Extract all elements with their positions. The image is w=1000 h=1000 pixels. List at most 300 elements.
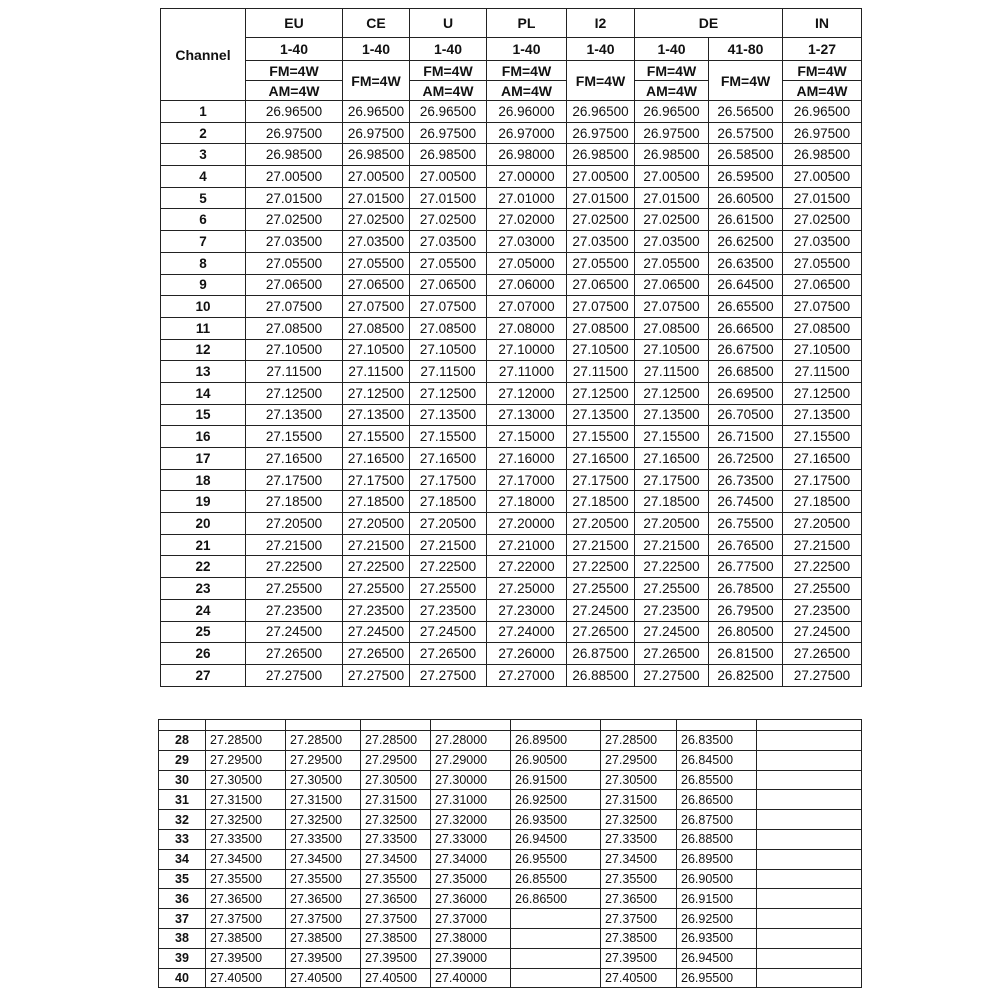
frequency-cell-i2: 27.26500 [567, 621, 635, 643]
frequency-cell-de-1: 27.11500 [635, 361, 709, 383]
frequency-cell-eu: 27.07500 [246, 296, 343, 318]
frequency-cell-i2: 26.98500 [567, 144, 635, 166]
channel-number: 12 [161, 339, 246, 361]
channel-number: 32 [159, 810, 206, 830]
frequency-cell-pl: 27.12000 [487, 382, 567, 404]
frequency-cell-i2: 27.20500 [567, 513, 635, 535]
power-fm-de-2: FM=4W [709, 61, 783, 101]
frequency-cell-de-2: 26.71500 [709, 426, 783, 448]
frequency-cell-de-1: 27.21500 [635, 534, 709, 556]
frequency-cell-u: 27.24500 [410, 621, 487, 643]
empty-cell-in [757, 928, 862, 948]
frequency-cell-pl: 27.24000 [487, 621, 567, 643]
frequency-cell-ce: 27.25500 [343, 578, 410, 600]
frequency-cell-de-2: 26.80500 [709, 621, 783, 643]
frequency-cell-pl: 27.15000 [487, 426, 567, 448]
frequency-cell-ce: 27.01500 [343, 187, 410, 209]
frequency-cell-i2: 27.07500 [567, 296, 635, 318]
channel-header: Channel [161, 9, 246, 101]
channel-number: 21 [161, 534, 246, 556]
frequency-cell-eu: 27.15500 [246, 426, 343, 448]
frequency-cell-in: 27.03500 [783, 231, 862, 253]
frequency-cell-pl: 27.23000 [487, 599, 567, 621]
frequency-cell-ce: 27.29500 [286, 750, 361, 770]
frequency-cell-pl: 27.34000 [431, 849, 511, 869]
power-am-de-1: AM=4W [635, 81, 709, 101]
channel-number: 36 [159, 889, 206, 909]
frequency-cell-u: 27.13500 [410, 404, 487, 426]
frequency-cell-de-2: 26.58500 [709, 144, 783, 166]
frequency-cell-eu: 27.29500 [206, 750, 286, 770]
channel-number: 16 [161, 426, 246, 448]
frequency-cell-u: 27.33500 [361, 829, 431, 849]
frequency-cell-ce: 27.34500 [286, 849, 361, 869]
empty-cell-in [757, 968, 862, 988]
frequency-cell-in: 27.00500 [783, 166, 862, 188]
channel-number: 19 [161, 491, 246, 513]
empty-cell-in [757, 829, 862, 849]
frequency-cell-ce: 27.12500 [343, 382, 410, 404]
frequency-cell-ce: 27.27500 [343, 664, 410, 686]
table-row [159, 750, 862, 770]
channel-number: 27 [161, 664, 246, 686]
frequency-cell-pl: 26.97000 [487, 122, 567, 144]
frequency-cell-in: 27.16500 [783, 448, 862, 470]
frequency-cell-ce: 27.16500 [343, 448, 410, 470]
frequency-cell-de-2: 26.76500 [709, 534, 783, 556]
frequency-cell-i2: 26.94500 [511, 829, 601, 849]
frequency-cell-u: 27.17500 [410, 469, 487, 491]
frequency-cell-in: 27.13500 [783, 404, 862, 426]
channel-number: 39 [159, 948, 206, 968]
frequency-cell-u: 27.22500 [410, 556, 487, 578]
frequency-cell-eu: 27.24500 [246, 621, 343, 643]
frequency-cell-i2: 27.06500 [567, 274, 635, 296]
frequency-cell-de-1: 27.28500 [601, 731, 677, 751]
channel-number: 6 [161, 209, 246, 231]
frequency-cell-eu: 26.98500 [246, 144, 343, 166]
frequency-cell-pl: 27.31000 [431, 790, 511, 810]
channel-number: 2 [161, 122, 246, 144]
frequency-cell-ce: 27.13500 [343, 404, 410, 426]
frequency-cell-de-1: 27.13500 [635, 404, 709, 426]
frequency-cell-pl: 27.01000 [487, 187, 567, 209]
table-row [161, 339, 862, 361]
frequency-cell-in: 27.17500 [783, 469, 862, 491]
frequency-cell-eu: 27.11500 [246, 361, 343, 383]
frequency-cell-u: 27.20500 [410, 513, 487, 535]
frequency-cell-i2: 27.12500 [567, 382, 635, 404]
table-row [159, 731, 862, 751]
frequency-cell-eu: 27.30500 [206, 770, 286, 790]
range-i2: 1-40 [567, 38, 635, 61]
power-fm-pl: FM=4W [487, 61, 567, 81]
frequency-cell-eu: 27.22500 [246, 556, 343, 578]
range-in: 1-27 [783, 38, 862, 61]
frequency-cell-de-1: 27.01500 [635, 187, 709, 209]
channel-number: 8 [161, 252, 246, 274]
table-row [159, 869, 862, 889]
country-header-u: U [410, 9, 487, 38]
frequency-cell-u: 27.02500 [410, 209, 487, 231]
frequency-cell-in: 27.12500 [783, 382, 862, 404]
frequency-cell-u: 27.34500 [361, 849, 431, 869]
frequency-cell-eu: 27.36500 [206, 889, 286, 909]
frequency-cell-de-2: 26.65500 [709, 296, 783, 318]
frequency-cell-in: 26.96500 [783, 101, 862, 123]
frequency-cell-ce: 27.20500 [343, 513, 410, 535]
frequency-cell-pl: 27.20000 [487, 513, 567, 535]
frequency-cell-de-1: 27.17500 [635, 469, 709, 491]
frequency-cell-ce: 27.37500 [286, 909, 361, 929]
channel-number: 28 [159, 731, 206, 751]
frequency-cell-ce: 27.30500 [286, 770, 361, 790]
frequency-cell-de-2: 26.69500 [709, 382, 783, 404]
frequency-cell-u: 27.08500 [410, 317, 487, 339]
frequency-cell-u: 27.07500 [410, 296, 487, 318]
power-am-eu: AM=4W [246, 81, 343, 101]
frequency-cell-de-2: 26.95500 [677, 968, 757, 988]
channel-number: 25 [161, 621, 246, 643]
frequency-cell-ce: 27.40500 [286, 968, 361, 988]
frequency-cell-eu: 27.40500 [206, 968, 286, 988]
frequency-cell-in: 27.25500 [783, 578, 862, 600]
empty-cell-in [757, 810, 862, 830]
frequency-cell-pl: 27.16000 [487, 448, 567, 470]
frequency-cell-u: 27.18500 [410, 491, 487, 513]
frequency-cell-de-1: 27.38500 [601, 928, 677, 948]
country-header-de: DE [635, 9, 783, 38]
frequency-cell-eu: 27.32500 [206, 810, 286, 830]
empty-cell-in [757, 750, 862, 770]
frequency-cell-u: 27.28500 [361, 731, 431, 751]
frequency-cell-ce: 26.97500 [343, 122, 410, 144]
frequency-cell-i2: 26.89500 [511, 731, 601, 751]
frequency-cell-eu: 27.38500 [206, 928, 286, 948]
table-row [159, 770, 862, 790]
frequency-cell-eu: 27.18500 [246, 491, 343, 513]
range-pl: 1-40 [487, 38, 567, 61]
frequency-cell-in: 27.18500 [783, 491, 862, 513]
country-header-i2: I2 [567, 9, 635, 38]
channel-number: 26 [161, 643, 246, 665]
frequency-cell-u: 27.37500 [361, 909, 431, 929]
frequency-cell-de-2: 26.67500 [709, 339, 783, 361]
frequency-cell-de-2: 26.66500 [709, 317, 783, 339]
frequency-cell-ce: 27.08500 [343, 317, 410, 339]
frequency-cell-eu: 26.97500 [246, 122, 343, 144]
frequency-cell-de-2: 26.70500 [709, 404, 783, 426]
frequency-cell-u: 27.03500 [410, 231, 487, 253]
frequency-cell-in: 26.97500 [783, 122, 862, 144]
frequency-cell-de-1: 27.34500 [601, 849, 677, 869]
power-am-u: AM=4W [410, 81, 487, 101]
frequency-cell-de-1: 26.96500 [635, 101, 709, 123]
channel-number: 30 [159, 770, 206, 790]
frequency-cell-de-1: 27.25500 [635, 578, 709, 600]
frequency-cell-u: 27.38500 [361, 928, 431, 948]
frequency-cell-eu: 27.16500 [246, 448, 343, 470]
frequency-cell-u: 27.25500 [410, 578, 487, 600]
table-row [161, 296, 862, 318]
frequency-cell-de-1: 27.23500 [635, 599, 709, 621]
frequency-cell-ce: 27.11500 [343, 361, 410, 383]
table-row [161, 122, 862, 144]
frequency-cell-de-1: 27.05500 [635, 252, 709, 274]
frequency-cell-i2: 27.01500 [567, 187, 635, 209]
frequency-cell-pl: 27.30000 [431, 770, 511, 790]
frequency-cell-de-2: 26.73500 [709, 469, 783, 491]
country-header-pl: PL [487, 9, 567, 38]
empty-cell-in [757, 770, 862, 790]
table-row [161, 599, 862, 621]
frequency-cell-de-1: 27.12500 [635, 382, 709, 404]
frequency-cell-u: 27.36500 [361, 889, 431, 909]
frequency-cell-de-2: 26.91500 [677, 889, 757, 909]
frequency-cell-eu: 27.12500 [246, 382, 343, 404]
channel-number: 33 [159, 829, 206, 849]
frequency-cell-de-2: 26.90500 [677, 869, 757, 889]
frequency-cell-ce: 27.15500 [343, 426, 410, 448]
frequency-cell-pl: 27.11000 [487, 361, 567, 383]
frequency-cell-in: 27.15500 [783, 426, 862, 448]
channel-number: 23 [161, 578, 246, 600]
frequency-cell-in: 27.01500 [783, 187, 862, 209]
frequency-cell-u: 27.30500 [361, 770, 431, 790]
frequency-cell-i2: 26.95500 [511, 849, 601, 869]
frequency-cell-i2: 27.24500 [567, 599, 635, 621]
frequency-cell-de-2: 26.92500 [677, 909, 757, 929]
country-header-in: IN [783, 9, 862, 38]
frequency-cell-eu: 27.01500 [246, 187, 343, 209]
frequency-cell-de-1: 27.22500 [635, 556, 709, 578]
table-row [161, 578, 862, 600]
empty-cell-in [757, 731, 862, 751]
frequency-cell-de-1: 27.10500 [635, 339, 709, 361]
frequency-cell-eu: 27.23500 [246, 599, 343, 621]
frequency-cell-de-1: 27.27500 [635, 664, 709, 686]
frequency-cell-de-2: 26.72500 [709, 448, 783, 470]
channel-number: 1 [161, 101, 246, 123]
frequency-cell-pl: 27.33000 [431, 829, 511, 849]
frequency-cell-pl: 27.18000 [487, 491, 567, 513]
frequency-cell-eu: 27.33500 [206, 829, 286, 849]
frequency-cell-ce: 27.35500 [286, 869, 361, 889]
frequency-cell-de-2: 26.78500 [709, 578, 783, 600]
frequency-cell-ce: 27.28500 [286, 731, 361, 751]
table-row [159, 810, 862, 830]
frequency-cell-de-1: 27.39500 [601, 948, 677, 968]
frequency-cell-eu: 27.39500 [206, 948, 286, 968]
table-row [161, 448, 862, 470]
table-row [161, 404, 862, 426]
frequency-cell-eu: 27.00500 [246, 166, 343, 188]
channel-number: 5 [161, 187, 246, 209]
table-row [161, 166, 862, 188]
frequency-cell-u: 26.97500 [410, 122, 487, 144]
channel-number: 20 [161, 513, 246, 535]
frequency-cell-pl: 27.36000 [431, 889, 511, 909]
frequency-cell-de-1: 27.30500 [601, 770, 677, 790]
frequency-cell-i2 [511, 968, 601, 988]
frequency-cell-i2: 27.22500 [567, 556, 635, 578]
frequency-cell-ce: 27.33500 [286, 829, 361, 849]
frequency-cell-in: 27.22500 [783, 556, 862, 578]
table-row [159, 928, 862, 948]
table-row [161, 101, 862, 123]
frequency-cell-eu: 27.25500 [246, 578, 343, 600]
frequency-cell-in: 27.26500 [783, 643, 862, 665]
table-row [161, 556, 862, 578]
power-fm-eu: FM=4W [246, 61, 343, 81]
frequency-cell-de-2: 26.74500 [709, 491, 783, 513]
frequency-cell-pl: 27.27000 [487, 664, 567, 686]
frequency-cell-pl: 27.06000 [487, 274, 567, 296]
frequency-cell-de-2: 26.68500 [709, 361, 783, 383]
frequency-cell-ce: 27.39500 [286, 948, 361, 968]
frequency-cell-pl: 27.29000 [431, 750, 511, 770]
channel-number: 4 [161, 166, 246, 188]
frequency-cell-de-2: 26.75500 [709, 513, 783, 535]
channel-number: 17 [161, 448, 246, 470]
frequency-cell-de-2: 26.61500 [709, 209, 783, 231]
frequency-cell-eu: 26.96500 [246, 101, 343, 123]
frequency-cell-de-2: 26.82500 [709, 664, 783, 686]
table-row [161, 187, 862, 209]
frequency-cell-u: 27.16500 [410, 448, 487, 470]
country-header-eu: EU [246, 9, 343, 38]
frequency-cell-ce: 27.17500 [343, 469, 410, 491]
frequency-cell-pl: 27.08000 [487, 317, 567, 339]
frequency-cell-in: 27.07500 [783, 296, 862, 318]
range-eu: 1-40 [246, 38, 343, 61]
frequency-cell-eu: 27.08500 [246, 317, 343, 339]
frequency-cell-i2: 26.90500 [511, 750, 601, 770]
frequency-cell-de-1: 26.97500 [635, 122, 709, 144]
frequency-cell-u: 27.32500 [361, 810, 431, 830]
frequency-cell-u: 27.00500 [410, 166, 487, 188]
frequency-cell-eu: 27.17500 [246, 469, 343, 491]
frequency-cell-eu: 27.20500 [246, 513, 343, 535]
frequency-cell-u: 27.35500 [361, 869, 431, 889]
frequency-cell-u: 27.15500 [410, 426, 487, 448]
frequency-cell-i2 [511, 928, 601, 948]
frequency-cell-i2: 27.13500 [567, 404, 635, 426]
frequency-cell-in: 27.21500 [783, 534, 862, 556]
table-row [161, 643, 862, 665]
frequency-cell-de-2: 26.89500 [677, 849, 757, 869]
frequency-cell-de-2: 26.59500 [709, 166, 783, 188]
frequency-cell-i2: 27.03500 [567, 231, 635, 253]
frequency-cell-de-2: 26.57500 [709, 122, 783, 144]
frequency-cell-de-2: 26.83500 [677, 731, 757, 751]
frequency-cell-pl: 26.98000 [487, 144, 567, 166]
frequency-cell-i2: 27.18500 [567, 491, 635, 513]
channel-number: 7 [161, 231, 246, 253]
frequency-cell-de-2: 26.87500 [677, 810, 757, 830]
frequency-cell-eu: 27.35500 [206, 869, 286, 889]
frequency-cell-u: 27.27500 [410, 664, 487, 686]
frequency-cell-u: 27.10500 [410, 339, 487, 361]
frequency-cell-de-1: 27.20500 [635, 513, 709, 535]
frequency-cell-ce: 27.03500 [343, 231, 410, 253]
frequency-cell-i2: 27.16500 [567, 448, 635, 470]
frequency-cell-eu: 27.10500 [246, 339, 343, 361]
frequency-cell-pl: 27.39000 [431, 948, 511, 968]
frequency-cell-ce: 27.31500 [286, 790, 361, 810]
table-row [161, 426, 862, 448]
frequency-cell-i2: 27.21500 [567, 534, 635, 556]
frequency-cell-pl: 27.02000 [487, 209, 567, 231]
frequency-cell-de-2: 26.60500 [709, 187, 783, 209]
frequency-cell-u: 27.01500 [410, 187, 487, 209]
frequency-cell-de-1: 27.36500 [601, 889, 677, 909]
table-row [159, 968, 862, 988]
frequency-cell-eu: 27.26500 [246, 643, 343, 665]
empty-cell-in [757, 948, 862, 968]
frequency-cell-ce: 27.18500 [343, 491, 410, 513]
frequency-cell-u: 27.39500 [361, 948, 431, 968]
frequency-cell-de-1: 27.24500 [635, 621, 709, 643]
power-fm-ce: FM=4W [343, 61, 410, 101]
range-de-2: 41-80 [709, 38, 783, 61]
frequency-cell-ce: 27.02500 [343, 209, 410, 231]
frequency-cell-de-1: 27.33500 [601, 829, 677, 849]
frequency-cell-u: 27.31500 [361, 790, 431, 810]
channel-number: 29 [159, 750, 206, 770]
frequency-cell-ce: 26.98500 [343, 144, 410, 166]
frequency-cell-ce: 27.06500 [343, 274, 410, 296]
frequency-cell-i2 [511, 948, 601, 968]
frequency-cell-pl: 27.22000 [487, 556, 567, 578]
frequency-cell-eu: 27.28500 [206, 731, 286, 751]
frequency-cell-i2: 26.88500 [567, 664, 635, 686]
frequency-cell-pl: 27.28000 [431, 731, 511, 751]
frequency-cell-de-2: 26.84500 [677, 750, 757, 770]
frequency-cell-u: 27.05500 [410, 252, 487, 274]
power-am-in: AM=4W [783, 81, 862, 101]
frequency-cell-de-1: 27.07500 [635, 296, 709, 318]
frequency-cell-eu: 27.03500 [246, 231, 343, 253]
frequency-cell-de-1: 27.35500 [601, 869, 677, 889]
frequency-cell-pl: 27.37000 [431, 909, 511, 929]
range-ce: 1-40 [343, 38, 410, 61]
table-row [161, 209, 862, 231]
table-row [161, 513, 862, 535]
frequency-cell-pl: 27.00000 [487, 166, 567, 188]
table-row [159, 948, 862, 968]
channel-number: 34 [159, 849, 206, 869]
frequency-cell-i2: 26.96500 [567, 101, 635, 123]
frequency-cell-de-1: 27.18500 [635, 491, 709, 513]
frequency-cell-in: 27.23500 [783, 599, 862, 621]
frequency-cell-de-1: 27.29500 [601, 750, 677, 770]
frequency-cell-de-1: 27.37500 [601, 909, 677, 929]
channel-number: 24 [161, 599, 246, 621]
frequency-cell-u: 27.21500 [410, 534, 487, 556]
power-fm-u: FM=4W [410, 61, 487, 81]
frequency-cell-i2: 27.11500 [567, 361, 635, 383]
channel-number: 22 [161, 556, 246, 578]
channel-number: 15 [161, 404, 246, 426]
frequency-cell-i2: 27.02500 [567, 209, 635, 231]
frequency-cell-pl: 26.96000 [487, 101, 567, 123]
table-row [161, 231, 862, 253]
table-row [161, 382, 862, 404]
frequency-cell-pl: 27.38000 [431, 928, 511, 948]
frequency-cell-de-2: 26.88500 [677, 829, 757, 849]
frequency-cell-i2 [511, 909, 601, 929]
